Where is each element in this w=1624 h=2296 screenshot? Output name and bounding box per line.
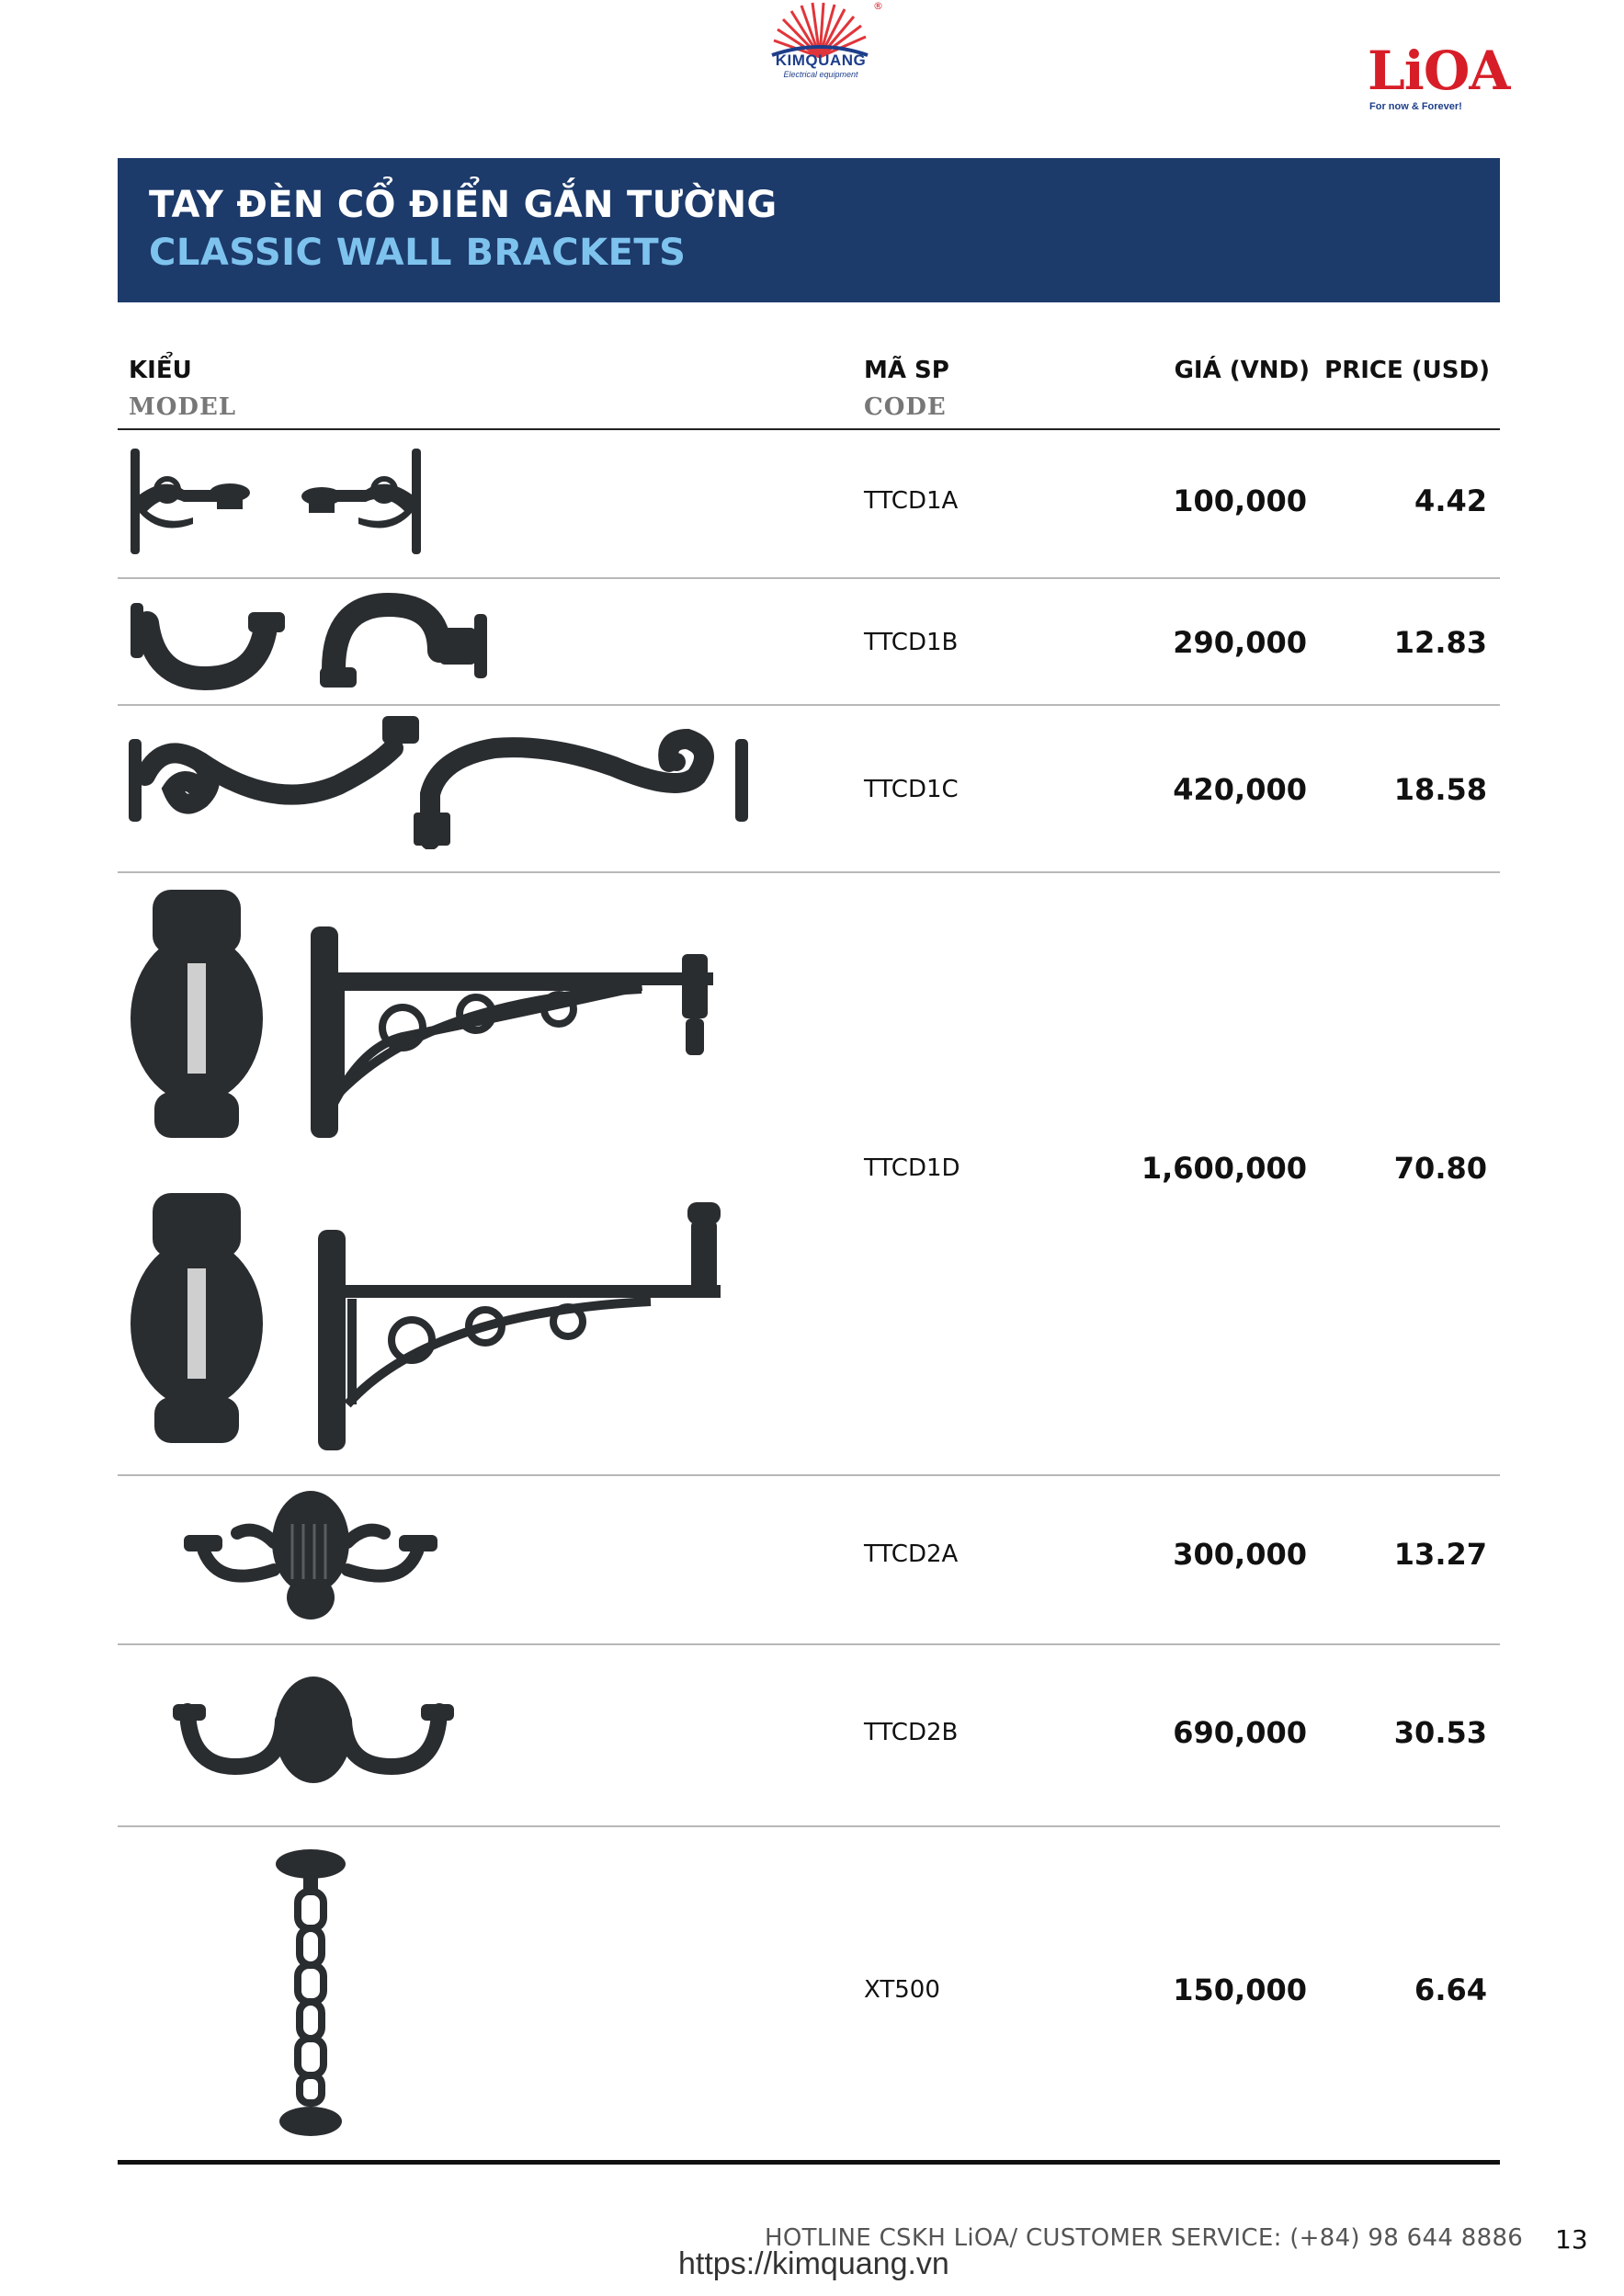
price-usd: 30.53 [1393, 1715, 1487, 1750]
header-price-usd: PRICE (USD) [1324, 357, 1490, 384]
product-code: TTCD2A [864, 1540, 959, 1568]
price-usd: 18.58 [1393, 772, 1487, 807]
kimquang-fan-icon [768, 2, 871, 59]
price-usd: 4.42 [1414, 483, 1487, 518]
footer-hotline: HOTLINE CSKH LiOA/ CUSTOMER SERVICE: (+84) 98 644 8886 [765, 2224, 1524, 2252]
table-row [118, 1476, 1500, 1643]
lioa-logo [1368, 40, 1510, 118]
table-row [118, 873, 1500, 1474]
price-usd: 70.80 [1393, 1151, 1487, 1186]
product-code: TTCD1D [864, 1154, 960, 1182]
title-banner [118, 158, 1500, 302]
bracket-ttcd1c-image [127, 711, 752, 849]
price-usd: 13.27 [1393, 1537, 1487, 1572]
header-code-sub: CODE [864, 393, 947, 421]
table-row [118, 430, 1500, 577]
table-row [118, 579, 1500, 704]
header-model: KIỂU [129, 357, 192, 384]
footer-url[interactable]: https://kimquang.vn [678, 2246, 949, 2281]
product-code: XT500 [864, 1976, 940, 2004]
page-title-english: CLASSIC WALL BRACKETS [149, 232, 687, 274]
header-model-sub: MODEL [129, 393, 237, 421]
product-code: TTCD1C [864, 776, 959, 803]
price-vnd: 1,600,000 [1141, 1151, 1307, 1186]
price-vnd: 100,000 [1173, 483, 1307, 518]
page-title-vietnamese: TAY ĐÈN CỔ ĐIỂN GẮN TƯỜNG [149, 184, 778, 226]
page-number: 13 [1555, 2224, 1588, 2255]
price-vnd: 690,000 [1173, 1715, 1307, 1750]
lioa-logo-name: LiOA [1368, 40, 1510, 102]
bracket-ttcd1b-image [127, 586, 494, 699]
table-bottom-rule [118, 2160, 1500, 2165]
price-vnd: 150,000 [1173, 1972, 1307, 2007]
bracket-ttcd2b-image [171, 1675, 456, 1790]
table-row [118, 1827, 1500, 2158]
table-row [118, 706, 1500, 871]
hanging-chain-xt500-image [274, 1847, 347, 2142]
lioa-logo-tagline: For now & Forever! [1369, 101, 1462, 112]
header-code: MÃ SP [864, 357, 949, 384]
kimquang-logo [761, 0, 883, 83]
bracket-ttcd1d-image [127, 881, 752, 1469]
price-vnd: 300,000 [1173, 1537, 1307, 1572]
price-vnd: 420,000 [1173, 772, 1307, 807]
price-usd: 12.83 [1393, 625, 1487, 660]
bracket-ttcd1a-image [129, 439, 423, 563]
product-code: TTCD1B [864, 629, 959, 656]
bracket-ttcd2a-image [182, 1487, 439, 1625]
table-row [118, 1645, 1500, 1825]
product-code: TTCD1A [864, 487, 959, 515]
kimquang-logo-tagline: Electrical equipment [783, 70, 858, 79]
price-usd: 6.64 [1414, 1972, 1487, 2007]
kimquang-logo-name: KIMQUANG [775, 51, 867, 69]
product-code: TTCD2B [864, 1719, 959, 1746]
price-vnd: 290,000 [1173, 625, 1307, 660]
registered-mark: ® [873, 0, 883, 12]
header-price-vnd: GIÁ (VND) [1174, 357, 1310, 384]
